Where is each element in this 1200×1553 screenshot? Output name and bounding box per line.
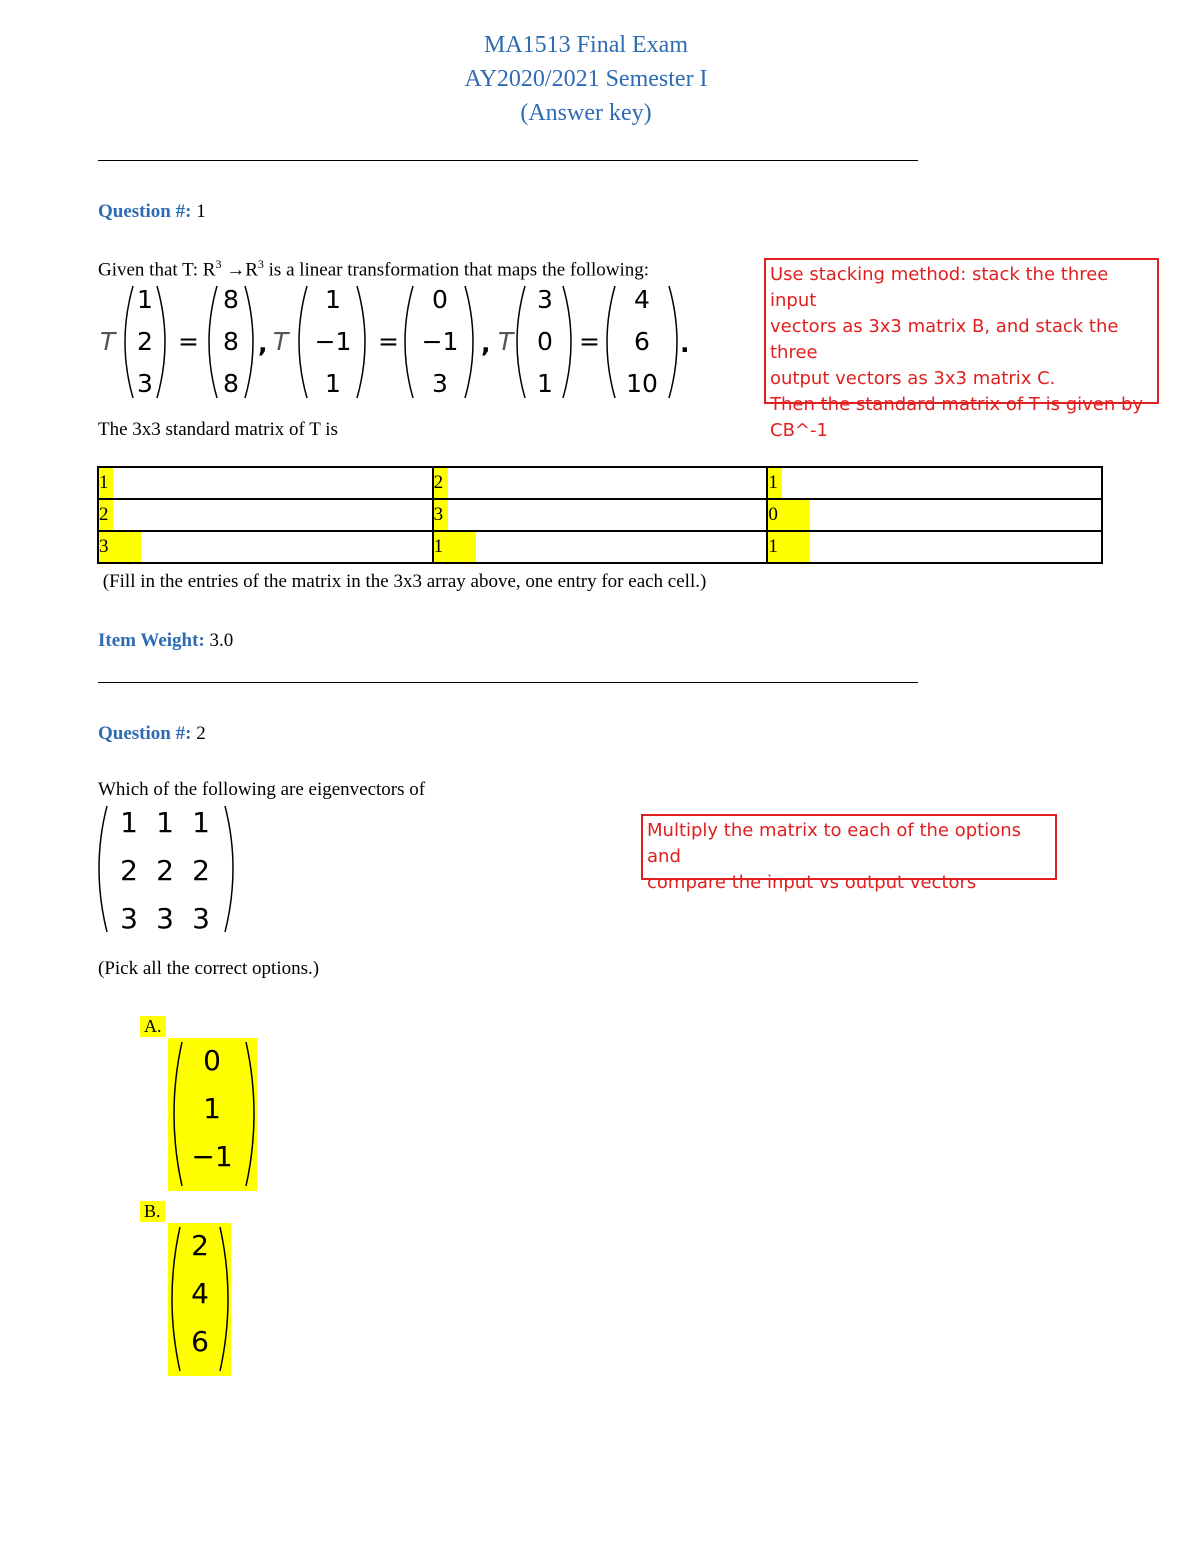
T-symbol: T <box>498 327 514 356</box>
matrix-entry: 3 <box>156 902 174 935</box>
map2-in-2: 1 <box>325 369 341 398</box>
map1-in-0: 1 <box>137 285 153 314</box>
question-number: 2 <box>196 723 206 744</box>
map2-out-0: 0 <box>432 285 448 314</box>
matrix-cell[interactable] <box>98 499 433 531</box>
mapping-equations <box>95 280 700 404</box>
matrix-entry: 2 <box>156 854 174 887</box>
matrix-cell[interactable] <box>433 499 768 531</box>
cell-value: 2 <box>99 500 113 530</box>
intro-text: Given that T: R <box>98 259 216 281</box>
weight-value: 3.0 <box>209 630 234 651</box>
question-2-heading <box>98 723 206 745</box>
map1-in-1: 2 <box>137 327 153 356</box>
vector-entry: 0 <box>203 1044 221 1077</box>
annotation-line: Use stacking method: stack the three input <box>770 264 1109 311</box>
table-row <box>98 531 1102 563</box>
vector-entry: 1 <box>203 1092 221 1125</box>
q1-annotation <box>764 258 1159 441</box>
matrix-entry: 3 <box>192 902 210 935</box>
answer-matrix-table <box>97 466 1103 564</box>
cell-value: 1 <box>768 468 782 498</box>
map3-in-1: 0 <box>537 327 553 356</box>
arrow-text: →R <box>221 259 258 281</box>
matrix-entry: 3 <box>120 902 138 935</box>
vector-entry: 6 <box>191 1325 209 1358</box>
map1-out-2: 8 <box>223 369 239 398</box>
table-row <box>98 499 1102 531</box>
vector-entry: 2 <box>191 1229 209 1262</box>
table-row <box>98 467 1102 499</box>
option-a-vector <box>168 1038 257 1191</box>
map3-in-0: 3 <box>537 285 553 314</box>
map2-in-1: −1 <box>314 327 352 356</box>
cell-value: 3 <box>434 500 448 530</box>
vector-entry: 4 <box>191 1277 209 1310</box>
annotation-line: vectors as 3x3 matrix B, and stack the three <box>770 316 1119 363</box>
matrix-cell[interactable] <box>767 499 1102 531</box>
map1-in-2: 3 <box>137 369 153 398</box>
map2-out-1: −1 <box>421 327 459 356</box>
matrix-entry: 1 <box>156 806 174 839</box>
matrix-cell[interactable] <box>433 467 768 499</box>
pick-instructions: (Pick all the correct options.) <box>98 958 320 979</box>
eigen-matrix <box>95 802 240 936</box>
option-a-highlight[interactable] <box>168 1038 257 1191</box>
question-1-heading <box>98 201 206 223</box>
annotation-line: compare the input vs output vectors <box>647 872 977 893</box>
superscript: 3 <box>257 257 264 271</box>
map3-in-2: 1 <box>537 369 553 398</box>
matrix-entry: 1 <box>192 806 210 839</box>
superscript: 3 <box>215 257 222 271</box>
question-1-intro <box>98 257 649 281</box>
map3-out-0: 4 <box>634 285 650 314</box>
T-symbol: T <box>273 327 289 356</box>
weight-label: Item Weight: <box>98 630 205 651</box>
q2-annotation <box>641 814 1057 893</box>
exam-semester: AY2020/2021 Semester I <box>464 66 708 92</box>
map1-out-1: 8 <box>223 327 239 356</box>
question-label: Question #: <box>98 201 192 222</box>
question-label: Question #: <box>98 723 192 744</box>
matrix-entry: 1 <box>120 806 138 839</box>
question-2-prompt: Which of the following are eigenvectors of <box>98 779 426 800</box>
cell-value: 1 <box>434 532 476 562</box>
exam-subtitle: (Answer key) <box>520 100 652 126</box>
comma: , <box>258 329 268 358</box>
map3-out-1: 6 <box>634 327 650 356</box>
map2-in-0: 1 <box>325 285 341 314</box>
matrix-cell[interactable] <box>98 467 433 499</box>
matrix-cell[interactable] <box>98 531 433 563</box>
divider <box>98 682 918 683</box>
period: . <box>680 329 690 358</box>
divider <box>98 160 918 161</box>
map3-out-2: 10 <box>626 369 658 398</box>
cell-value: 3 <box>99 532 141 562</box>
option-b-vector <box>168 1223 231 1376</box>
cell-value: 0 <box>768 500 810 530</box>
annotation-line: Then the standard matrix of T is given by <box>770 394 1144 415</box>
annotation-line: Multiply the matrix to each of the options and <box>647 820 1022 867</box>
cell-value: 1 <box>768 532 810 562</box>
equals: = <box>579 327 600 356</box>
exam-title: MA1513 Final Exam <box>484 32 688 58</box>
map1-out-0: 8 <box>223 285 239 314</box>
intro-text: is a linear transformation that maps the following: <box>263 259 650 281</box>
option-b-highlight[interactable] <box>168 1223 231 1376</box>
cell-value: 1 <box>99 468 113 498</box>
cell-value: 2 <box>434 468 448 498</box>
equals: = <box>378 327 399 356</box>
matrix-cell[interactable] <box>767 531 1102 563</box>
matrix-entry: 2 <box>120 854 138 887</box>
option-a-label[interactable]: A. <box>140 1016 166 1037</box>
matrix-cell[interactable] <box>767 467 1102 499</box>
option-b-label[interactable]: B. <box>140 1201 165 1222</box>
T-symbol: T <box>100 327 116 356</box>
comma: , <box>481 329 491 358</box>
question-1-prompt: The 3x3 standard matrix of T is <box>98 419 338 440</box>
annotation-line: CB^-1 <box>770 420 828 441</box>
vector-entry: −1 <box>191 1140 233 1173</box>
matrix-cell[interactable] <box>433 531 768 563</box>
question-number: 1 <box>196 201 206 222</box>
item-weight <box>98 630 233 652</box>
matrix-entry: 2 <box>192 854 210 887</box>
map2-out-2: 3 <box>432 369 448 398</box>
equals: = <box>178 327 199 356</box>
annotation-line: output vectors as 3x3 matrix C. <box>770 368 1056 389</box>
fill-instructions: (Fill in the entries of the matrix in the 3x3 array above, one entry for each cell.) <box>98 571 707 592</box>
